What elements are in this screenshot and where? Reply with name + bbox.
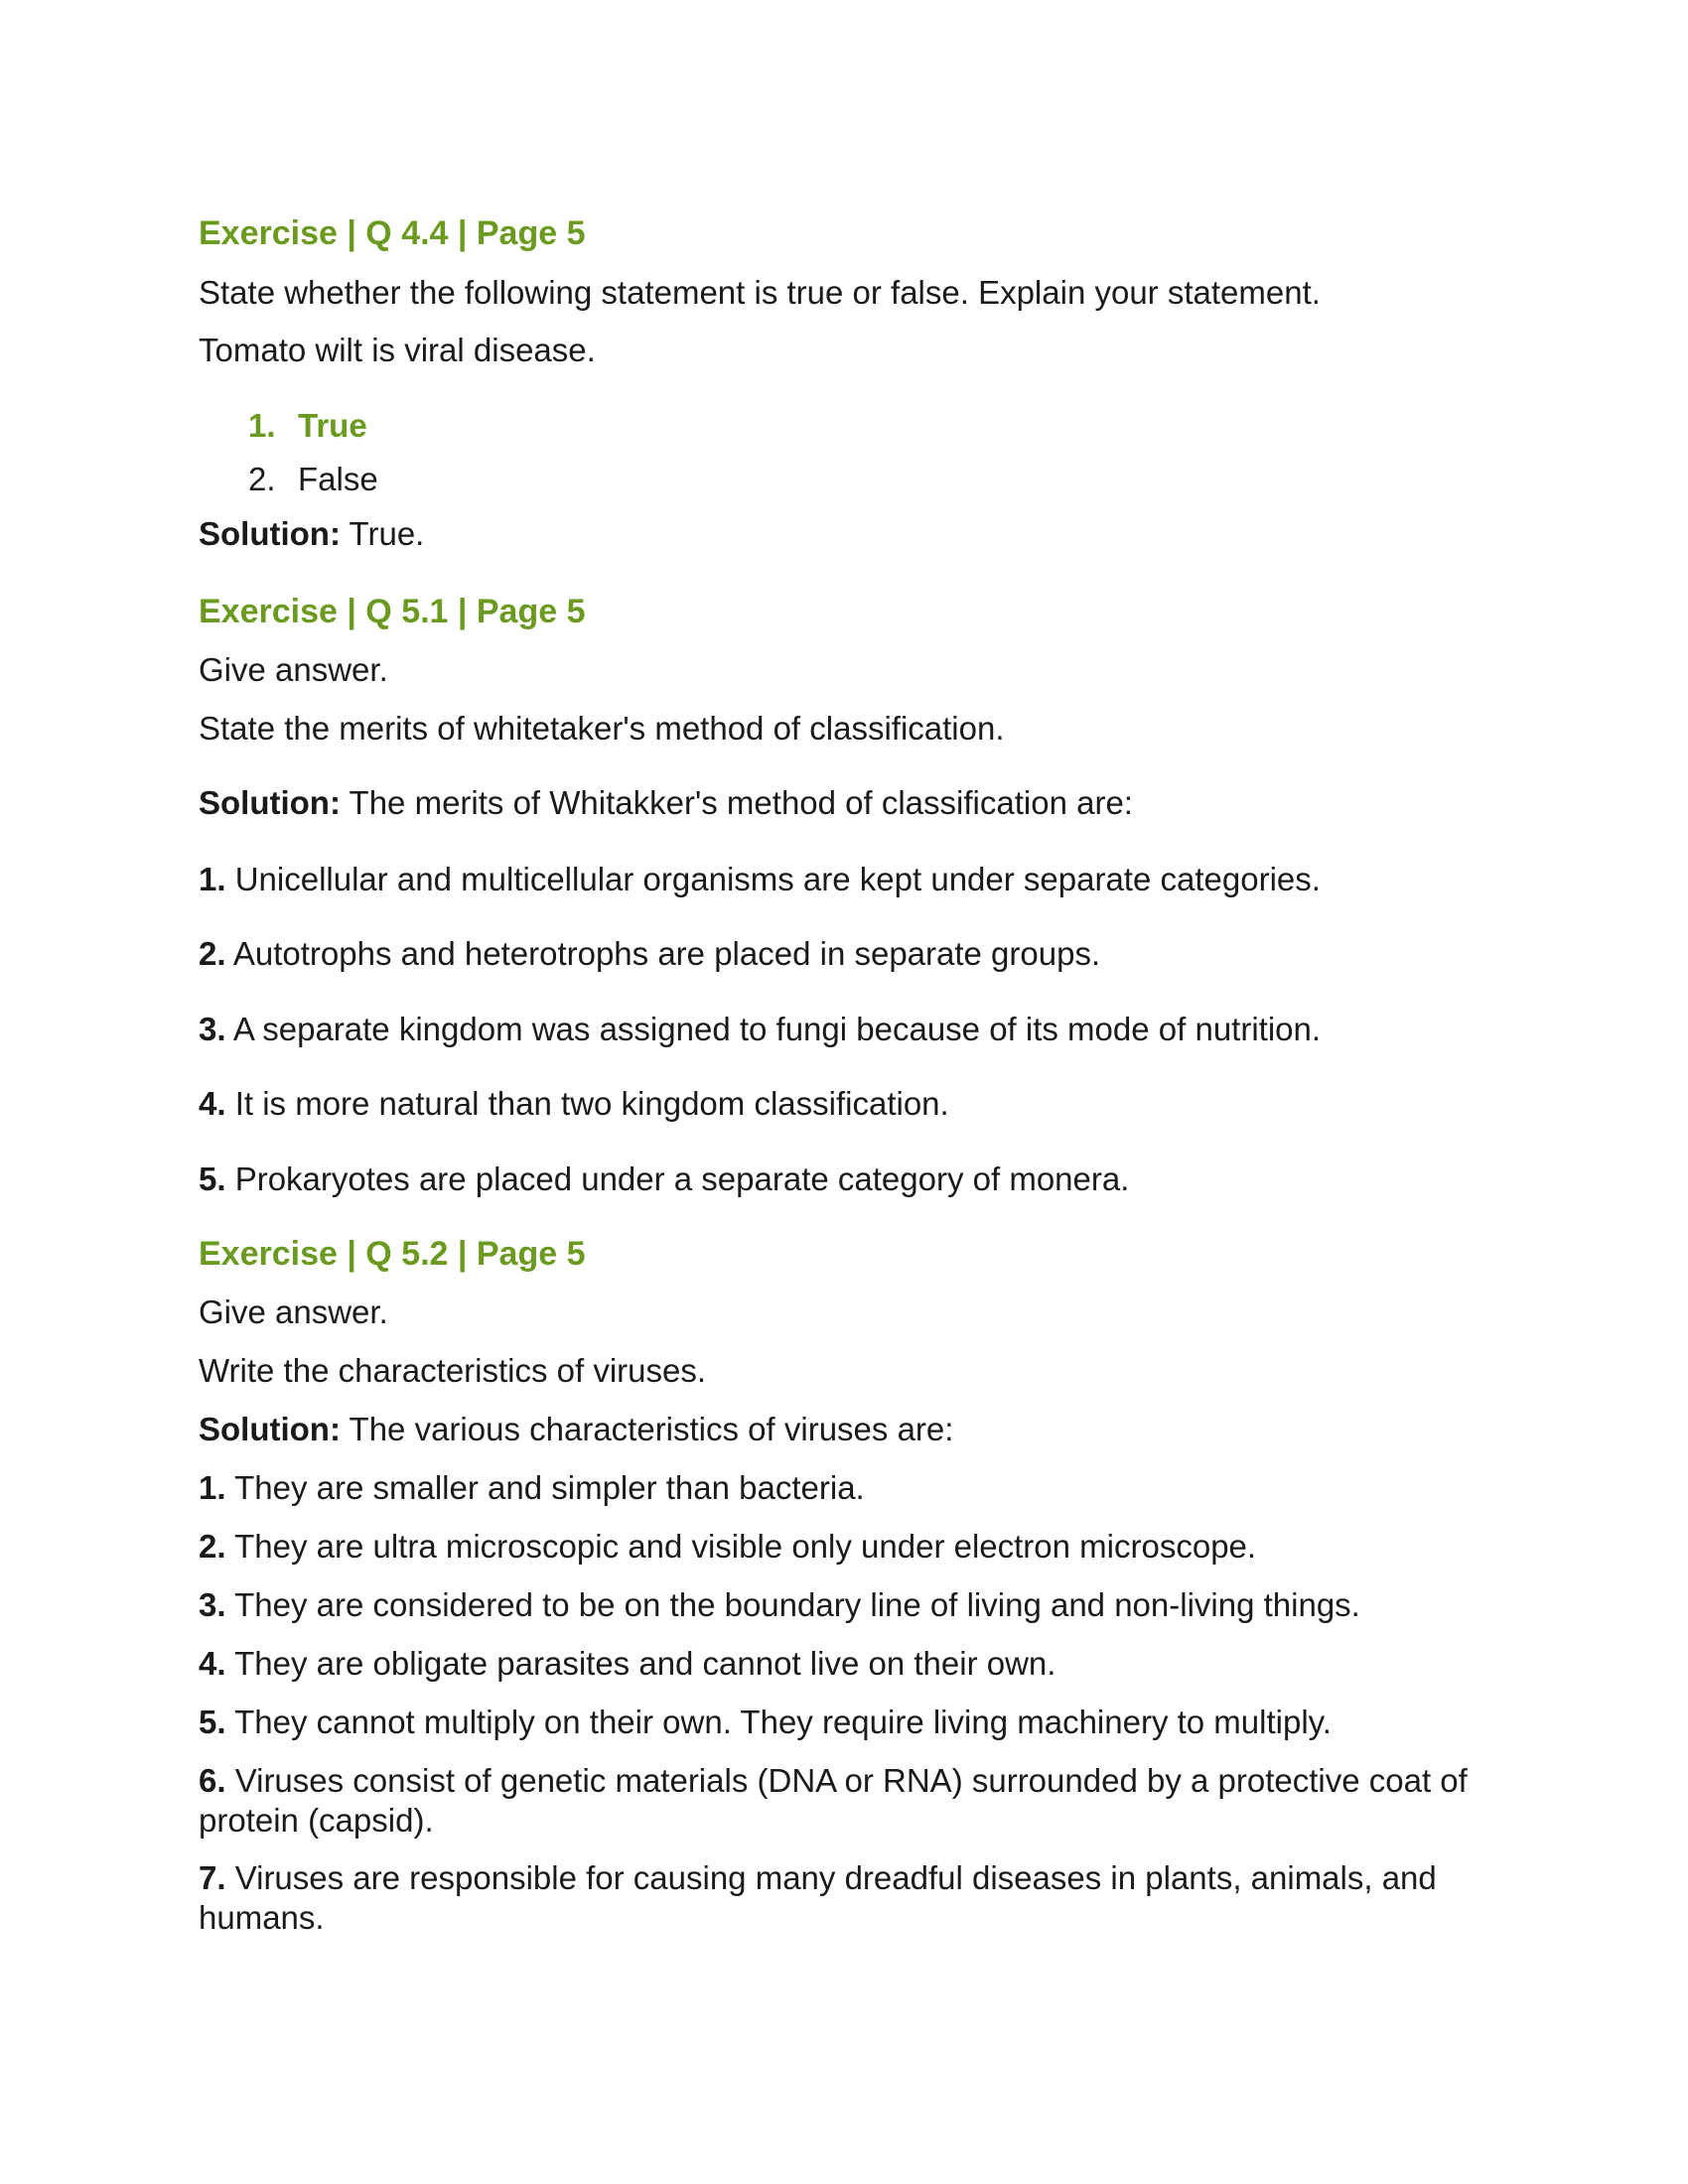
q52-solution [199,1410,953,1449]
solution-label: Solution: [199,784,341,821]
point-number: 5. [199,1160,226,1197]
point-number: 2. [199,935,226,972]
q52-point [199,1858,1509,1938]
point-number: 1. [199,861,226,897]
q52-question: Write the characteristics of viruses. [199,1352,707,1389]
point-text: Unicellular and multicellular organisms are kept under separate categories. [225,861,1321,897]
q51-solution [199,783,1133,823]
q52-point [199,1761,1509,1841]
point-number: 7. [199,1859,226,1896]
point-text: Viruses are responsible for causing many dreadful diseases in plants, animals, and humans. [199,1859,1437,1936]
point-number: 6. [199,1762,226,1799]
solution-label: Solution: [199,1411,341,1447]
q44-heading: Exercise | Q 4.4 | Page 5 [199,214,586,252]
option-label: True [298,407,367,444]
q44-option-true [199,406,367,446]
point-text: It is more natural than two kingdom classification. [225,1085,949,1122]
point-text: Autotrophs and heterotrophs are placed in separate groups. [225,935,1101,972]
solution-label: Solution: [199,515,341,552]
solution-text: True. [340,515,425,552]
q52-point [199,1703,1332,1742]
option-number: 2. [248,461,276,497]
q44-solution [199,514,424,554]
q51-point [199,1084,949,1124]
q51-prompt: Give answer. [199,651,388,688]
point-text: They are smaller and simpler than bacteria. [225,1469,865,1506]
point-number: 3. [199,1011,226,1047]
q51-point [199,860,1321,899]
q44-option-false [199,460,378,499]
point-number: 4. [199,1645,226,1682]
q52-prompt: Give answer. [199,1294,388,1330]
q52-point [199,1468,865,1508]
solution-text: The merits of Whitakker's method of classification are: [340,784,1133,821]
point-number: 1. [199,1469,226,1506]
point-text: A separate kingdom was assigned to fungi because of its mode of nutrition. [225,1011,1322,1047]
q51-point [199,934,1100,974]
point-number: 3. [199,1586,226,1623]
q52-point [199,1585,1360,1625]
q52-point [199,1527,1256,1567]
solution-text: The various characteristics of viruses are: [340,1411,954,1447]
q52-heading: Exercise | Q 5.2 | Page 5 [199,1235,586,1273]
q51-question: State the merits of whitetaker's method of classification. [199,710,1005,747]
point-text: They are obligate parasites and cannot live on their own. [225,1645,1056,1682]
point-text: They are ultra microscopic and visible only under electron microscope. [225,1528,1257,1565]
point-text: Prokaryotes are placed under a separate category of monera. [225,1160,1130,1197]
q44-statement: Tomato wilt is viral disease. [199,332,596,368]
point-number: 5. [199,1704,226,1740]
q51-point [199,1160,1129,1199]
point-text: They are considered to be on the boundary line of living and non-living things. [225,1586,1360,1623]
point-text: They cannot multiply on their own. They require living machinery to multiply. [225,1704,1332,1740]
option-label: False [298,461,378,497]
q51-point [199,1010,1321,1049]
q52-point [199,1644,1055,1684]
option-number: 1. [248,407,276,444]
point-number: 2. [199,1528,226,1565]
q51-heading: Exercise | Q 5.1 | Page 5 [199,593,586,630]
point-number: 4. [199,1085,226,1122]
point-text: Viruses consist of genetic materials (DNA or RNA) surrounded by a protective coat of protein (capsid). [199,1762,1468,1839]
q44-instruction: State whether the following statement is true or false. Explain your statement. [199,274,1321,311]
